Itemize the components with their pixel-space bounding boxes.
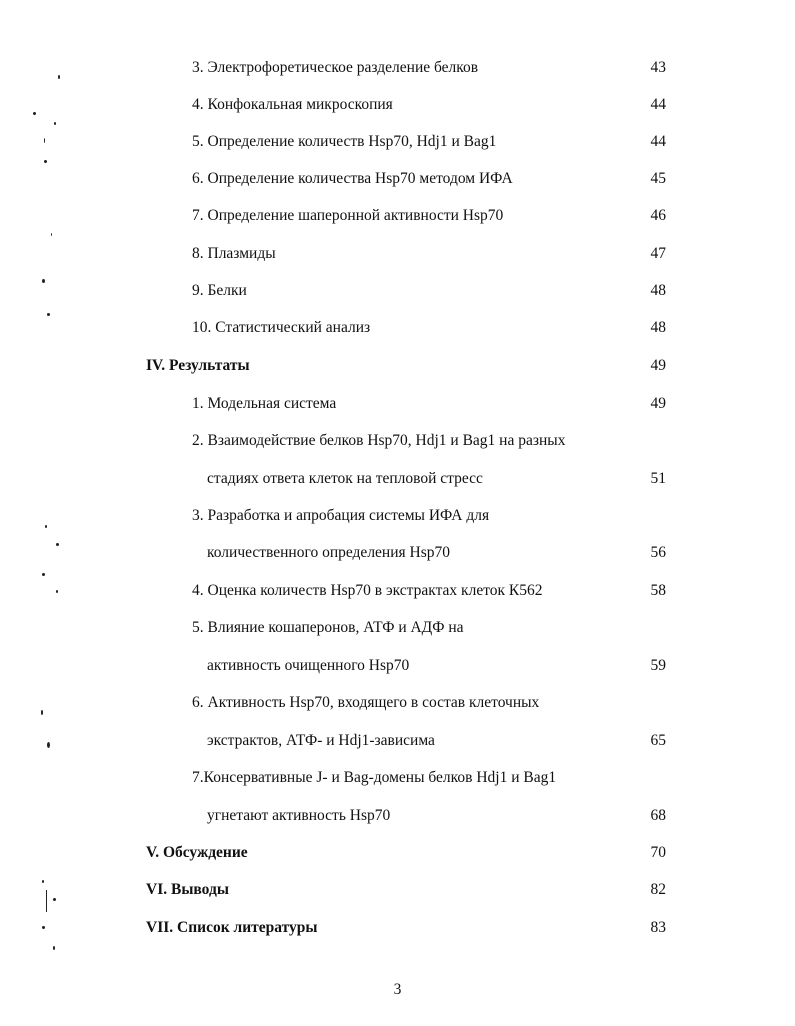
toc-entry [0, 204, 795, 228]
toc-section [0, 878, 795, 902]
toc-entry-page: 83 [650, 919, 666, 936]
scan-speck [53, 898, 56, 901]
toc-entry-page: 43 [650, 59, 666, 76]
scan-speck [54, 122, 56, 125]
toc-entry [0, 579, 795, 603]
scan-speck [58, 75, 60, 79]
toc-entry-title: 2. Взаимодействие белков Hsp70, Hdj1 и Bag1 на разных [192, 432, 566, 449]
toc-entry-page: 56 [650, 544, 666, 561]
toc-entry-page: 47 [650, 245, 666, 262]
toc-entry-title: 3. Электрофоретическое разделение белков [192, 59, 479, 76]
scan-speck [51, 233, 52, 236]
toc-entry-page: 59 [650, 657, 666, 674]
toc-section-title: VII. Список литературы [146, 919, 318, 936]
scan-speck [53, 946, 55, 950]
toc-entry-page: 44 [650, 96, 666, 113]
toc-entry-title: количественного определения Hsp70 [207, 544, 450, 561]
toc-section-title: VI. Выводы [146, 881, 229, 898]
toc-entry-continuation [0, 729, 795, 753]
toc-section [0, 841, 795, 865]
scan-speck [45, 525, 47, 528]
toc-entry-page: 49 [650, 395, 666, 412]
toc-entry-title: стадиях ответа клеток на тепловой стресс [207, 470, 483, 487]
toc-entry-title: 6. Активность Hsp70, входящего в состав клеточных [192, 694, 540, 711]
toc-entry-page: 46 [650, 207, 666, 224]
toc-entry-title: 1. Модельная система [192, 395, 337, 412]
toc-entry [0, 242, 795, 266]
toc-entry-title: экстрактов, АТФ- и Hdj1-зависима [207, 732, 435, 749]
toc-entry-title: 6. Определение количества Hsp70 методом ИФА [192, 170, 513, 187]
scan-speck [42, 880, 44, 883]
toc-entry-page: 58 [650, 582, 666, 599]
toc-entry-title: 7.Консервативные J- и Bag-домены белков Hdj1 и Bag1 [192, 769, 557, 786]
scan-speck [42, 573, 45, 576]
toc-entry-title: 4. Оценка количеств Hsp70 в экстрактах клеток К562 [192, 582, 543, 599]
scan-speck [56, 590, 58, 593]
toc-entry-title: угнетают активность Hsp70 [207, 807, 391, 824]
toc-entry [0, 56, 795, 80]
toc-entry [0, 130, 795, 154]
scan-speck [46, 890, 47, 912]
toc-entry [0, 392, 795, 416]
toc-entry-title: 4. Конфокальная микроскопия [192, 96, 393, 113]
toc-entry-title: активность очищенного Hsp70 [207, 657, 410, 674]
toc-entry-page: 82 [650, 881, 666, 898]
toc-entry [0, 766, 795, 790]
toc-entry-page: 48 [650, 319, 666, 336]
toc-entry-title: 5. Определение количеств Hsp70, Hdj1 и Bag1 [192, 133, 497, 150]
toc-entry [0, 316, 795, 340]
toc-entry-title: 5. Влияние кошаперонов, АТФ и АДФ на [192, 619, 464, 636]
page-number: 3 [393, 981, 402, 998]
toc-entry-continuation [0, 541, 795, 565]
scan-speck [56, 543, 59, 546]
scan-speck [44, 160, 47, 163]
toc-entry [0, 616, 795, 640]
scan-speck [47, 742, 50, 748]
scan-speck [42, 279, 45, 283]
toc-entry [0, 279, 795, 303]
toc-section-title: V. Обсуждение [146, 844, 248, 861]
scan-speck [33, 112, 36, 115]
toc-entry-continuation [0, 654, 795, 678]
scan-speck [41, 710, 43, 715]
toc-entry-title: 7. Определение шаперонной активности Hsp70 [192, 207, 504, 224]
scan-speck [44, 138, 45, 143]
toc-entry [0, 167, 795, 191]
scan-speck [42, 926, 45, 929]
toc-section [0, 916, 795, 940]
toc-entry-title: 3. Разработка и апробация системы ИФА для [192, 507, 490, 524]
toc-entry-continuation [0, 804, 795, 828]
toc-entry [0, 691, 795, 715]
toc-entry-page: 70 [650, 844, 666, 861]
toc-entry-page: 51 [650, 470, 666, 487]
toc-entry-page: 45 [650, 170, 666, 187]
toc-section-title: IV. Результаты [146, 357, 250, 374]
toc-entry-title: 9. Белки [192, 282, 247, 299]
toc-entry [0, 504, 795, 528]
toc-entry [0, 93, 795, 117]
toc-entry-page: 49 [650, 357, 666, 374]
toc-entry-continuation [0, 467, 795, 491]
toc-section [0, 354, 795, 378]
toc-entry [0, 429, 795, 453]
toc-entry-page: 65 [650, 732, 666, 749]
toc-entry-page: 68 [650, 807, 666, 824]
toc-entry-title: 8. Плазмиды [192, 245, 276, 262]
toc-entry-page: 44 [650, 133, 666, 150]
toc-entry-page: 48 [650, 282, 666, 299]
toc-entry-title: 10. Статистический анализ [192, 319, 371, 336]
scan-speck [47, 313, 50, 316]
